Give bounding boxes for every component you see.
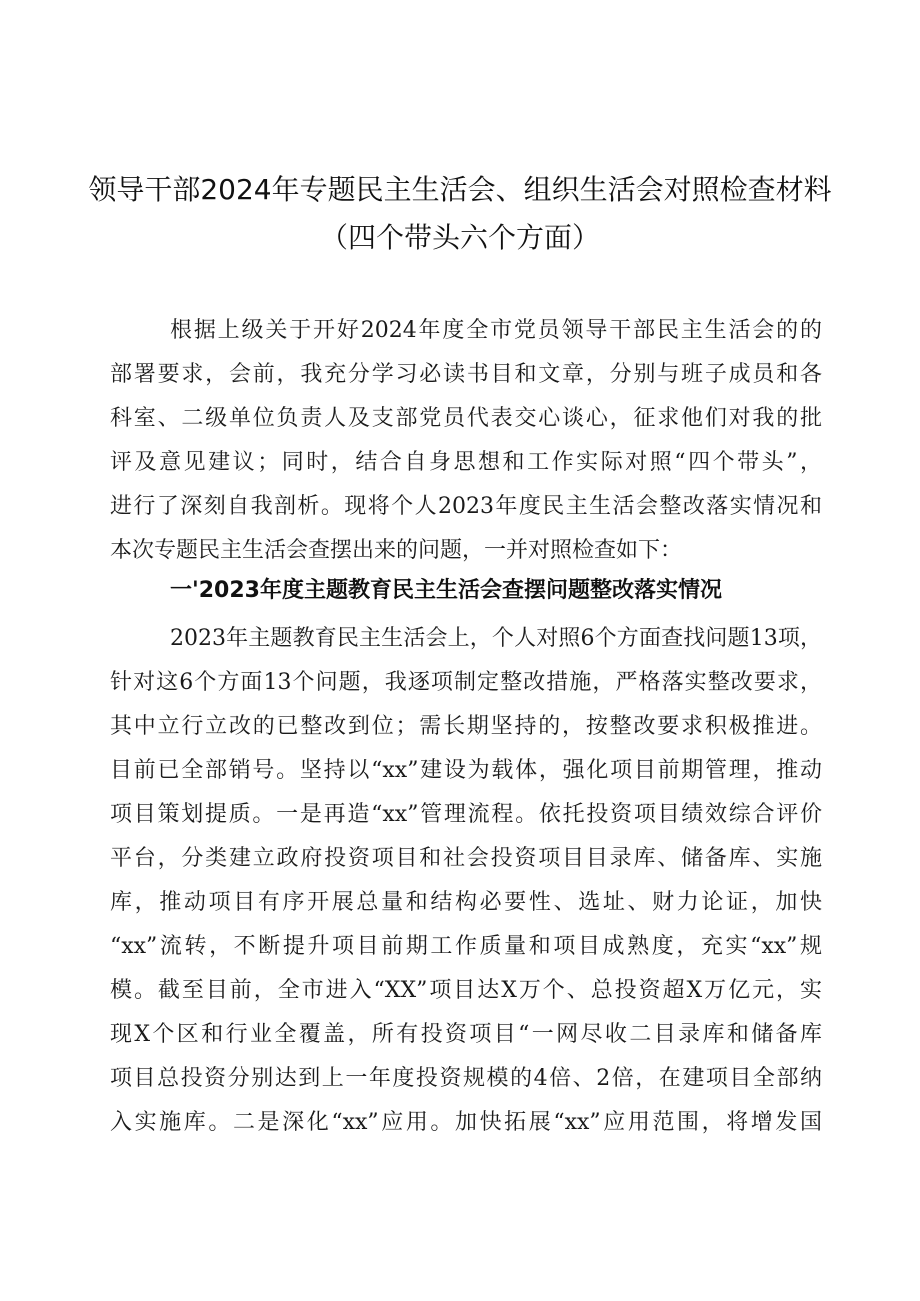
paragraph-line: 入实施库。二是深化“xx”应用。加快拓展“xx”应用范围，将增发国 <box>110 1110 822 1135</box>
paragraph-line: 本次专题民主生活会查摆出来的问题，一并对照检查如下： <box>110 538 683 563</box>
paragraph-line: 部署要求，会前，我充分学习必读书目和文章，分别与班子成员和各 <box>110 362 822 387</box>
section-heading: 一'2023年度主题教育民主生活会查摆问题整改落实情况 <box>170 578 722 603</box>
paragraph-line: 进行了深刻自我剖析。现将个人2023年度民主生活会整改落实情况和 <box>110 494 822 519</box>
paragraph-line: “xx”流转，不断提升项目前期工作质量和项目成熟度，充实“xx”规 <box>110 934 822 959</box>
paragraph-line: 模。截至目前，全市进入“XX”项目达X万个、总投资超X万亿元，实 <box>110 978 822 1003</box>
paragraph-line: 根据上级关于开好2024年度全市党员领导干部民主生活会的的 <box>170 318 822 343</box>
paragraph-line: 目前已全部销号。坚持以“xx”建设为载体，强化项目前期管理，推动 <box>110 758 822 783</box>
document-title: 领导干部2024年专题民主生活会、组织生活会对照检查材料 <box>88 173 832 206</box>
paragraph-line: 评及意见建议；同时，结合自身思想和工作实际对照“四个带头”， <box>110 450 822 475</box>
paragraph-line: 针对这6个方面13个问题，我逐项制定整改措施，严格落实整改要求， <box>110 670 822 695</box>
paragraph-line: 其中立行立改的已整改到位；需长期坚持的，按整改要求积极推进。 <box>110 714 822 739</box>
paragraph-line: 2023年主题教育民主生活会上，个人对照6个方面查找问题13项， <box>170 626 822 651</box>
paragraph-line: 项目总投资分别达到上一年度投资规模的4倍、2倍，在建项目全部纳 <box>110 1066 822 1091</box>
paragraph-line: 科室、二级单位负责人及支部党员代表交心谈心，征求他们对我的批 <box>110 406 822 431</box>
paragraph-line: 库，推动项目有序开展总量和结构必要性、选址、财力论证，加快 <box>110 890 822 915</box>
paragraph-line: 平台，分类建立政府投资项目和社会投资项目目录库、储备库、实施 <box>110 846 822 871</box>
document-subtitle: （四个带头六个方面） <box>319 221 600 254</box>
paragraph-line: 项目策划提质。一是再造“xx”管理流程。依托投资项目绩效综合评价 <box>110 802 822 827</box>
paragraph-line: 现X个区和行业全覆盖，所有投资项目“一网尽收二目录库和储备库 <box>110 1022 822 1047</box>
